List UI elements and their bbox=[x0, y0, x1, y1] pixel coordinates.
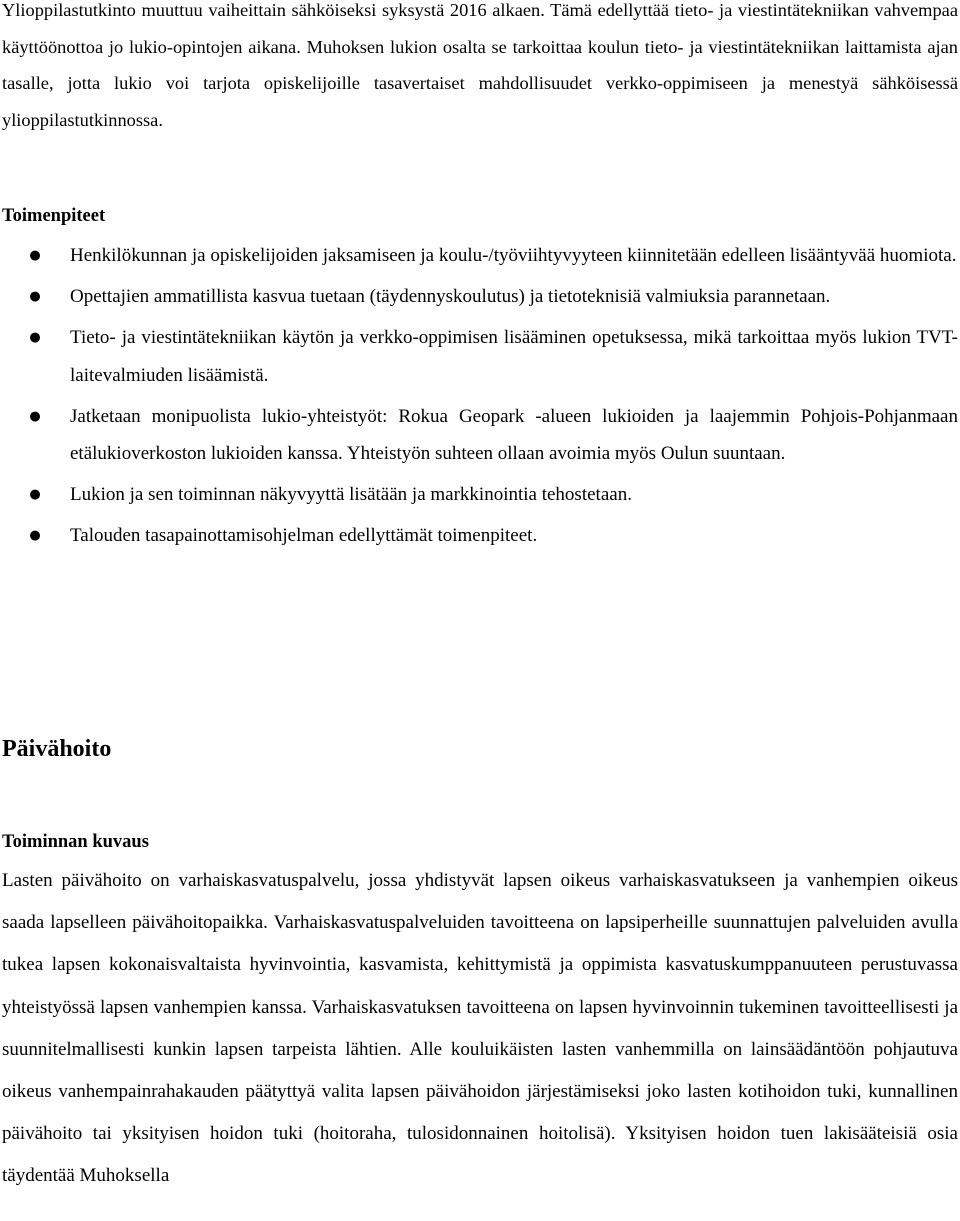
list-item bbox=[2, 237, 958, 275]
list-item bbox=[2, 278, 958, 316]
list-item-text: Lukion ja sen toiminnan näkyvyyttä lisätään ja markkinointia tehostetaan. bbox=[70, 484, 632, 505]
list-item bbox=[2, 398, 958, 473]
section-title: Päivähoito bbox=[2, 736, 112, 762]
bullet-icon: ● bbox=[29, 487, 41, 502]
measures-list bbox=[2, 237, 958, 558]
section-subheading: Toiminnan kuvaus bbox=[2, 832, 149, 852]
list-item bbox=[2, 319, 958, 394]
intro-paragraph: Ylioppilastutkinto muuttuu vaiheittain sähköiseksi syksystä 2016 alkaen. Tämä edellyttää tieto- ja viestintätekniikan vahvempaa käyttöönottoa jo lukio-opintojen aikana. Muhoksen lukion osalta se tarkoittaa koulun tieto- ja viestintätekniikan laittamista ajan tasalle, jotta lukio voi tarjota opiskelijoille tasavertaiset mahdollisuudet verkko-oppimiseen ja menestyä sähköisessä ylioppilastutkinnossa. bbox=[2, 0, 958, 130]
list-item bbox=[2, 517, 958, 555]
bullet-icon: ● bbox=[29, 408, 41, 424]
section-body: Lasten päivähoito on varhaiskasvatuspalvelu, jossa yhdistyvät lapsen oikeus varhaiskasvatukseen ja vanhempien oikeus saada lapselleen päivähoitopaikka. Varhaiskasvatuspalveluiden tavoitteena on lapsiperheille suunnattujen palveluiden avulla tukea lapsen kokonaisvaltaista hyvinvointia, kasvamista, kehittymistä ja oppimista kasvatuskumppanuuteen perustuvassa yhteistyössä lapsen vanhempien kanssa. Varhaiskasvatuksen tavoitteena on lapsen hyvinvoinnin tukeminen tavoitteellisesti ja suunnitelmallisesti kunkin lapsen tarpeista lähtien. Alle kouluikäisten lasten vanhemmilla on lainsäädäntöön pohjautuva oikeus vanhempainrahakauden päätyttyä valita lapsen päivähoidon järjestämiseksi joko lasten kotihoidon tuki, kunnallinen päivähoito tai yksityisen hoidon tuki (hoitoraha, tulosidonnainen hoitolisä). Yksityisen hoidon tuen lakisääteisiä osia täydentää Muhoksella bbox=[2, 870, 958, 1187]
bullet-icon: ● bbox=[29, 289, 41, 304]
measures-heading: Toimenpiteet bbox=[2, 206, 106, 226]
list-item-text: Henkilökunnan ja opiskelijoiden jaksamiseen ja koulu-/työviihtyvyyteen kiinnitetään edelleen lisääntyvää huomiota. bbox=[70, 245, 957, 266]
list-item-text: Talouden tasapainottamisohjelman edellyttämät toimenpiteet. bbox=[70, 525, 538, 546]
bullet-icon: ● bbox=[29, 248, 41, 263]
bullet-icon: ● bbox=[29, 330, 41, 345]
list-item-text: Opettajien ammatillista kasvua tuetaan (täydennyskoulutus) ja tietoteknisiä valmiuksia parannetaan. bbox=[70, 286, 831, 307]
list-item bbox=[2, 476, 958, 514]
list-item-text: Tieto- ja viestintätekniikan käytön ja verkko-oppimisen lisääminen opetuksessa, mikä tarkoittaa myös lukion TVT-laitevalmiuden lisäämistä. bbox=[70, 327, 958, 386]
list-item-text: Jatketaan monipuolista lukio-yhteistyöt: Rokua Geopark -alueen lukioiden ja laajemmin Pohjois-Pohjanmaan etälukioverkoston lukioiden kanssa. Yhteistyön suhteen ollaan avoimia myös Oulun suuntaan. bbox=[70, 405, 958, 464]
bullet-icon: ● bbox=[29, 528, 41, 543]
